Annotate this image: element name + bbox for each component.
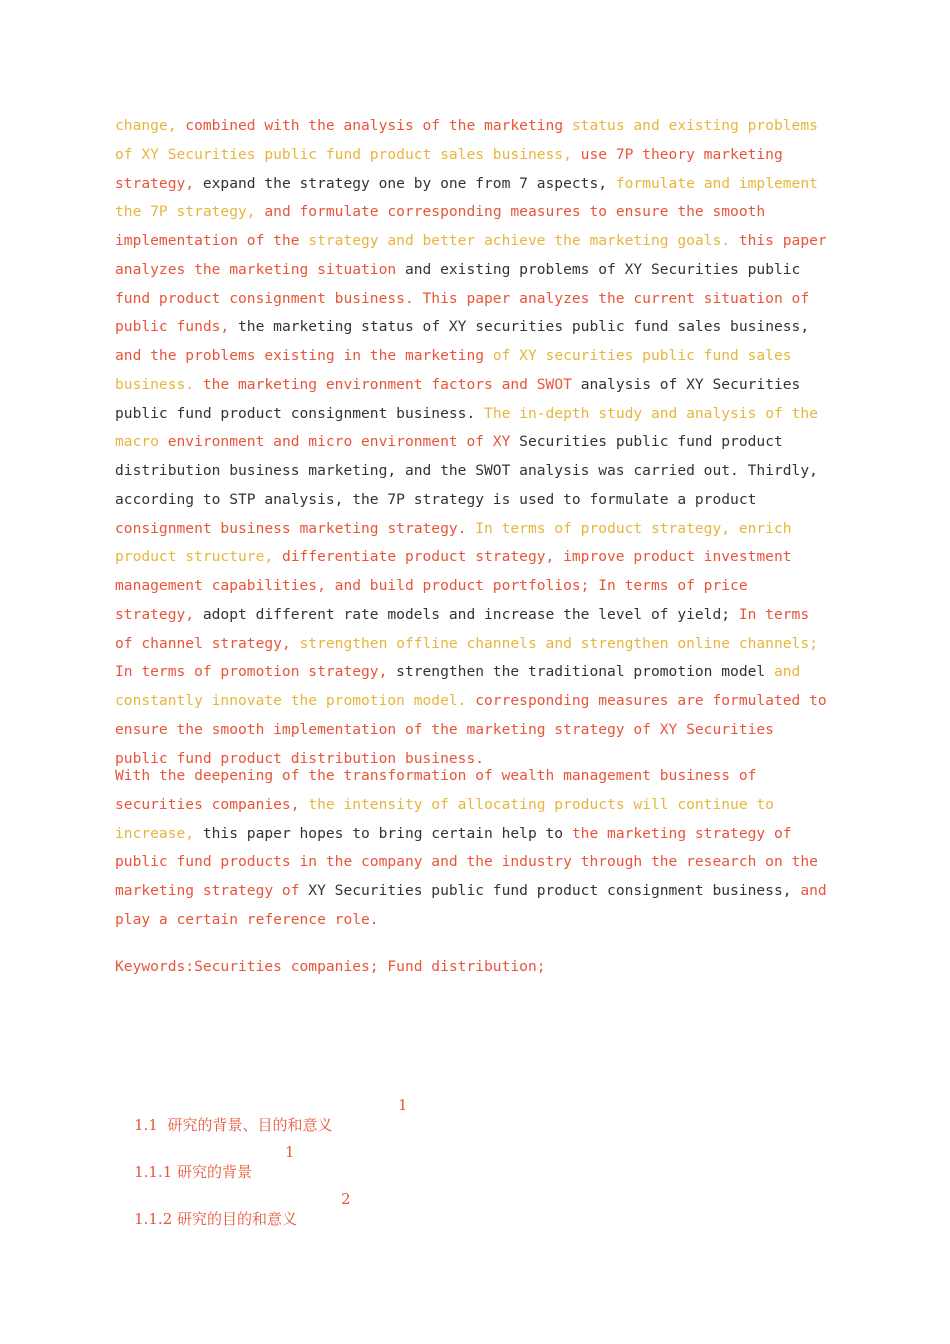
text-run: and play a certain reference role. — [115, 882, 827, 928]
text-run: The in-depth study and analysis of the macro — [115, 404, 818, 451]
toc-entry-page: 1 — [398, 1096, 408, 1114]
text-run: and the problems existing in the marketing — [115, 347, 493, 364]
text-run: adopt different rate models and increase the level of yield; — [194, 605, 739, 623]
text-run: In terms of product strategy, enrich product structure, — [115, 519, 792, 566]
text-run: In terms of promotion strategy, — [115, 663, 388, 681]
text-run: combined with the analysis of the marketing — [185, 117, 572, 134]
text-run: and formulate corresponding measures to ensure the smooth implementation of the — [115, 203, 766, 249]
text-run: the marketing status of XY securities public fund sales business, — [229, 318, 810, 336]
text-run: XY Securities public fund product consignment business, — [299, 882, 801, 899]
text-run: of XY securities public fund sales business. — [115, 347, 792, 393]
text-run: strategy and better achieve the marketing goals. — [308, 232, 739, 249]
text-run: this paper analyzes the marketing situation — [115, 232, 827, 278]
text-run: use 7P theory marketing strategy, — [115, 145, 783, 192]
text-run: With the deepening of the transformation of wealth management business of securities companies, — [115, 767, 757, 813]
toc-entry-title: 研究的目的和意义 — [177, 1210, 298, 1228]
text-run: and existing problems of XY Securities public — [396, 260, 801, 278]
keywords-line: Keywords:Securities companies; Fund distribution; — [115, 958, 546, 975]
abstract-paragraph-1 — [115, 112, 830, 773]
text-run: expand the strategy one by one from 7 aspects, — [194, 174, 616, 192]
toc-entry-number: 1.1 — [134, 1116, 168, 1134]
text-run: the intensity of allocating products will continue to increase, — [115, 795, 774, 842]
text-run: and constantly innovate the promotion model. — [115, 663, 801, 709]
text-run: strengthen offline channels and strengthen online channels; — [299, 634, 818, 652]
text-run: Securities public fund product distribution business marketing, and the SWOT analysis was carried out. Thirdly, according to STP analysis, the 7P strategy is used to formulate a product — [115, 433, 818, 508]
text-run: corresponding measures are formulated to ensure the smooth implementation of the marketing strategy of XY Securities public fund product distribution business. — [115, 692, 827, 767]
text-run: fund product consignment business. This paper analyzes the current situation of public funds, — [115, 289, 810, 336]
toc-entry-page: 2 — [341, 1190, 351, 1208]
toc-entry-page: 1 — [285, 1143, 295, 1161]
abstract-paragraph-2 — [115, 762, 830, 935]
toc-entry-title: 研究的背景 — [177, 1163, 253, 1181]
text-run: In terms of channel strategy, — [115, 605, 810, 652]
text-run: status and existing problems of XY Securities public fund product sales business, — [115, 117, 818, 163]
text-run: this paper hopes to bring certain help to — [194, 824, 572, 842]
text-run: differentiate product strategy, improve product investment management capabilities, and build product portfolios; In terms of price strategy, — [115, 548, 792, 623]
text-run: consignment business marketing strategy. — [115, 519, 467, 537]
toc-entry-1-1-2[interactable] — [115, 1190, 351, 1265]
text-run: change, — [115, 117, 186, 134]
toc-entry-number: 1.1.1 — [134, 1163, 178, 1181]
text-run: environment and micro environment of XY — [167, 433, 511, 451]
text-run: the marketing environment factors and SWOT — [202, 375, 572, 393]
toc-entry-number: 1.1.2 — [134, 1210, 178, 1228]
toc-entry-title: 研究的背景、目的和意义 — [167, 1116, 333, 1134]
text-run: strengthen the traditional promotion model — [387, 663, 774, 681]
text-run: the marketing strategy of public fund products in the company and the industry through the research on the marketing strategy of — [115, 824, 818, 899]
text-run: analysis of XY Securities public fund product consignment business. — [115, 375, 801, 422]
text-run: formulate and implement the 7P strategy, — [115, 174, 818, 221]
